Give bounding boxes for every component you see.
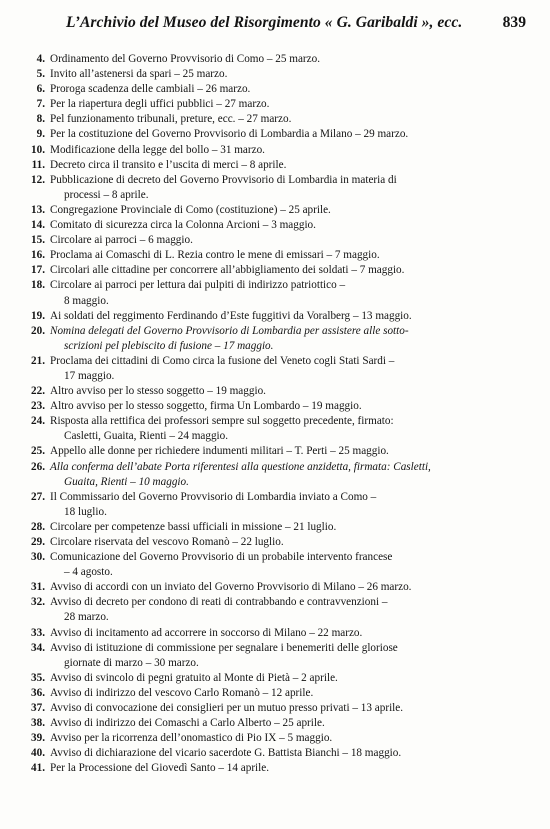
item-text: Avviso di incitamento ad accorrere in soccorso di Milano – 22 marzo. xyxy=(50,626,363,639)
list-item xyxy=(26,520,512,535)
item-number: 28. xyxy=(31,520,45,533)
item-number: 4. xyxy=(36,53,45,65)
item-text-block xyxy=(50,97,512,112)
item-text: Alla conferma dell’abate Porta riferentesi alla questione anzidetta, firmata: Casletti, xyxy=(50,460,431,473)
item-text-block xyxy=(50,127,512,142)
item-text-block xyxy=(50,444,512,459)
item-text: Altro avviso per lo stesso soggetto, firma Un Lombardo – 19 maggio. xyxy=(50,400,362,413)
item-text-block xyxy=(50,354,512,384)
item-text: Risposta alla rettifica dei professori sempre sul soggetto precedente, firmato: xyxy=(50,415,394,428)
item-text: Avviso di dichiarazione del vicario sacerdote G. Battista Bianchi – 18 maggio. xyxy=(50,747,402,760)
item-text-block xyxy=(50,263,512,278)
list-item xyxy=(26,686,512,701)
item-text: Avviso di accordi con un inviato del Governo Provvisorio di Milano – 26 marzo. xyxy=(50,581,412,594)
item-text-block xyxy=(50,580,512,595)
item-number: 19. xyxy=(31,309,45,322)
item-text: Modificazione della legge del bollo – 31 marzo. xyxy=(50,143,265,156)
item-number: 24. xyxy=(31,415,45,428)
list-item xyxy=(26,716,512,731)
item-number: 13. xyxy=(31,203,45,216)
list-item xyxy=(26,641,512,671)
item-number: 18. xyxy=(31,279,45,292)
item-text-block xyxy=(50,595,512,625)
item-text: Avviso di indirizzo dei Comaschi a Carlo Alberto – 25 aprile. xyxy=(50,717,325,730)
item-text-continuation: Casletti, Guaita, Rienti – 24 maggio. xyxy=(64,430,229,443)
item-number: 31. xyxy=(31,581,45,594)
item-text-block xyxy=(50,414,512,444)
list-item xyxy=(26,218,512,233)
item-text-continuation: 18 luglio. xyxy=(64,505,107,518)
item-number: 34. xyxy=(31,641,45,654)
item-number: 38. xyxy=(31,717,45,730)
page-number: 839 xyxy=(502,14,526,31)
item-text-block xyxy=(50,641,512,671)
item-text: Ai soldati del reggimento Ferdinando d’Este fuggitivi da Voralberg – 13 maggio. xyxy=(50,309,412,322)
list-item xyxy=(26,233,512,248)
list-item xyxy=(26,701,512,716)
list-item xyxy=(26,746,512,761)
item-number: 41. xyxy=(31,762,45,775)
item-text: Circolare ai parroci – 6 maggio. xyxy=(50,234,193,247)
item-number: 17. xyxy=(31,264,45,277)
item-text-block xyxy=(50,324,512,354)
item-number: 26. xyxy=(31,460,45,473)
list-item xyxy=(26,535,512,550)
item-text-block xyxy=(50,203,512,218)
item-number: 8. xyxy=(36,113,45,126)
list-item xyxy=(26,595,512,625)
list-item xyxy=(26,278,512,308)
item-text-block xyxy=(50,112,512,127)
item-text: Altro avviso per lo stesso soggetto – 19 maggio. xyxy=(50,385,266,398)
item-number: 9. xyxy=(36,128,45,141)
item-text: Avviso di convocazione dei consiglieri per un mutuo presso privati – 13 aprile. xyxy=(50,702,404,715)
item-text: Circolare ai parroci per lettura dai pulpiti di indirizzo patriottico – xyxy=(50,279,346,292)
item-number: 5. xyxy=(36,68,45,81)
list-item xyxy=(26,444,512,459)
item-text-continuation: 17 maggio. xyxy=(64,369,115,382)
item-number: 14. xyxy=(31,219,45,232)
item-text-block xyxy=(50,686,512,701)
item-text-block xyxy=(50,550,512,580)
item-text-block xyxy=(50,520,512,535)
item-text-block xyxy=(50,701,512,716)
item-text-block xyxy=(50,460,512,490)
list-item xyxy=(26,384,512,399)
list-item xyxy=(26,671,512,686)
item-text-block xyxy=(50,309,512,324)
item-number: 36. xyxy=(31,686,45,699)
item-text-block xyxy=(50,67,512,82)
item-text-continuation: scrizioni pel plebiscito di fusione – 17 maggio. xyxy=(64,339,274,352)
item-text-block xyxy=(50,233,512,248)
item-text-continuation: 28 marzo. xyxy=(64,611,109,624)
item-number: 32. xyxy=(31,596,45,609)
item-text: Avviso di decreto per condono di reati di contrabbando e contravvenzioni – xyxy=(50,596,388,609)
list-item xyxy=(26,460,512,490)
item-text: Comunicazione del Governo Provvisorio di un probabile intervento francese xyxy=(50,551,393,564)
item-text-block xyxy=(50,490,512,520)
item-number: 35. xyxy=(31,671,45,684)
item-text: Proclama dei cittadini di Como circa la fusione del Veneto cogli Stati Sardi – xyxy=(50,354,395,367)
item-number: 25. xyxy=(31,445,45,458)
header-title: L’Archivio del Museo del Risorgimento « G. Garibaldi », ecc. xyxy=(66,14,463,31)
item-text: Avviso di indirizzo del vescovo Carlo Romanò – 12 aprile. xyxy=(50,686,314,699)
list-item xyxy=(26,248,512,263)
item-text-continuation: 8 maggio. xyxy=(64,294,109,307)
item-text: Pel funzionamento tribunali, preture, ecc. – 27 marzo. xyxy=(50,113,292,126)
list-item xyxy=(26,97,512,112)
item-text: Per la Processione del Giovedì Santo – 14 aprile. xyxy=(50,762,270,775)
item-number: 30. xyxy=(31,551,45,564)
item-text-block xyxy=(50,399,512,414)
item-text-block xyxy=(50,535,512,550)
item-text-block xyxy=(50,143,512,158)
item-number: 15. xyxy=(31,234,45,247)
item-number: 7. xyxy=(36,98,45,111)
item-text-block xyxy=(50,278,512,308)
item-text-block xyxy=(50,218,512,233)
item-number: 12. xyxy=(31,173,45,186)
item-number: 10. xyxy=(31,143,45,156)
item-text: Il Commissario del Governo Provvisorio di Lombardia inviato a Como – xyxy=(50,490,377,503)
document-list xyxy=(26,52,512,777)
item-text-continuation: – 4 agosto. xyxy=(64,566,113,579)
item-text: Circolari alle cittadine per concorrere all’abbigliamento dei soldati – 7 maggio. xyxy=(50,264,405,277)
item-text: Nomina delegati del Governo Provvisorio di Lombardia per assistere alle sotto- xyxy=(50,324,409,337)
item-number: 6. xyxy=(36,83,45,96)
item-text: Congregazione Provinciale di Como (costituzione) – 25 aprile. xyxy=(50,203,331,216)
item-text-block xyxy=(50,158,512,173)
item-text-continuation: giornate di marzo – 30 marzo. xyxy=(64,656,199,669)
list-item xyxy=(26,173,512,203)
item-text: Proclama ai Comaschi di L. Rezia contro le mene di emissari – 7 maggio. xyxy=(50,249,380,262)
item-text: Decreto circa il transito e l’uscita di merci – 8 aprile. xyxy=(50,158,287,171)
item-text-block xyxy=(50,761,512,776)
list-item xyxy=(26,414,512,444)
list-item xyxy=(26,399,512,414)
item-number: 27. xyxy=(31,490,45,503)
list-item xyxy=(26,731,512,746)
item-text-continuation: processi – 8 aprile. xyxy=(64,188,149,201)
running-header xyxy=(0,14,550,38)
item-number: 29. xyxy=(31,536,45,548)
item-text-block xyxy=(50,52,512,67)
item-text: Invito all’astenersi da spari – 25 marzo. xyxy=(50,68,228,81)
item-text: Ordinamento del Governo Provvisorio di Como – 25 marzo. xyxy=(50,53,321,65)
item-text: Proroga scadenza delle cambiali – 26 marzo. xyxy=(50,83,251,96)
item-number: 22. xyxy=(31,385,45,398)
item-text: Circolare per competenze bassi ufficiali in missione – 21 luglio. xyxy=(50,520,337,533)
item-text: Pubblicazione di decreto del Governo Provvisorio di Lombardia in materia di xyxy=(50,173,397,186)
list-item xyxy=(26,324,512,354)
item-text-block xyxy=(50,82,512,97)
item-text-block xyxy=(50,384,512,399)
item-number: 40. xyxy=(31,747,45,760)
item-text-block xyxy=(50,671,512,686)
item-text: Per la riapertura degli uffici pubblici – 27 marzo. xyxy=(50,98,270,111)
item-text: Avviso di svincolo di pegni gratuito al Monte di Pietà – 2 aprile. xyxy=(50,671,338,684)
item-number: 23. xyxy=(31,400,45,413)
list-item xyxy=(26,158,512,173)
item-text: Comitato di sicurezza circa la Colonna Arcioni – 3 maggio. xyxy=(50,219,316,232)
item-text: Circolare riservata del vescovo Romanò – 22 luglio. xyxy=(50,536,284,548)
list-item xyxy=(26,67,512,82)
item-text: Avviso di istituzione di commissione per segnalare i benemeriti delle gloriose xyxy=(50,641,398,654)
list-item xyxy=(26,761,512,776)
list-item xyxy=(26,354,512,384)
item-text: Avviso per la ricorrenza dell’onomastico di Pio IX – 5 maggio. xyxy=(50,732,333,745)
list-item xyxy=(26,82,512,97)
list-item xyxy=(26,203,512,218)
list-item xyxy=(26,112,512,127)
list-item xyxy=(26,309,512,324)
item-text-block xyxy=(50,248,512,263)
item-text-block xyxy=(50,716,512,731)
item-number: 39. xyxy=(31,732,45,745)
item-number: 37. xyxy=(31,702,45,715)
list-item xyxy=(26,143,512,158)
item-number: 16. xyxy=(31,249,45,262)
item-text-block xyxy=(50,626,512,641)
list-item xyxy=(26,580,512,595)
list-item xyxy=(26,52,512,67)
list-item xyxy=(26,127,512,142)
item-number: 21. xyxy=(31,354,45,367)
list-item xyxy=(26,626,512,641)
item-number: 20. xyxy=(31,324,45,337)
list-item xyxy=(26,550,512,580)
item-text: Per la costituzione del Governo Provvisorio di Lombardia a Milano – 29 marzo. xyxy=(50,128,409,141)
item-text-block xyxy=(50,746,512,761)
item-text: Appello alle donne per richiedere indumenti militari – T. Perti – 25 maggio. xyxy=(50,445,389,458)
item-number: 11. xyxy=(31,158,45,171)
item-text-continuation: Guaita, Rienti – 10 maggio. xyxy=(64,475,189,488)
item-number: 33. xyxy=(31,626,45,639)
item-text-block xyxy=(50,731,512,746)
item-text-block xyxy=(50,173,512,203)
list-item xyxy=(26,490,512,520)
list-item xyxy=(26,263,512,278)
